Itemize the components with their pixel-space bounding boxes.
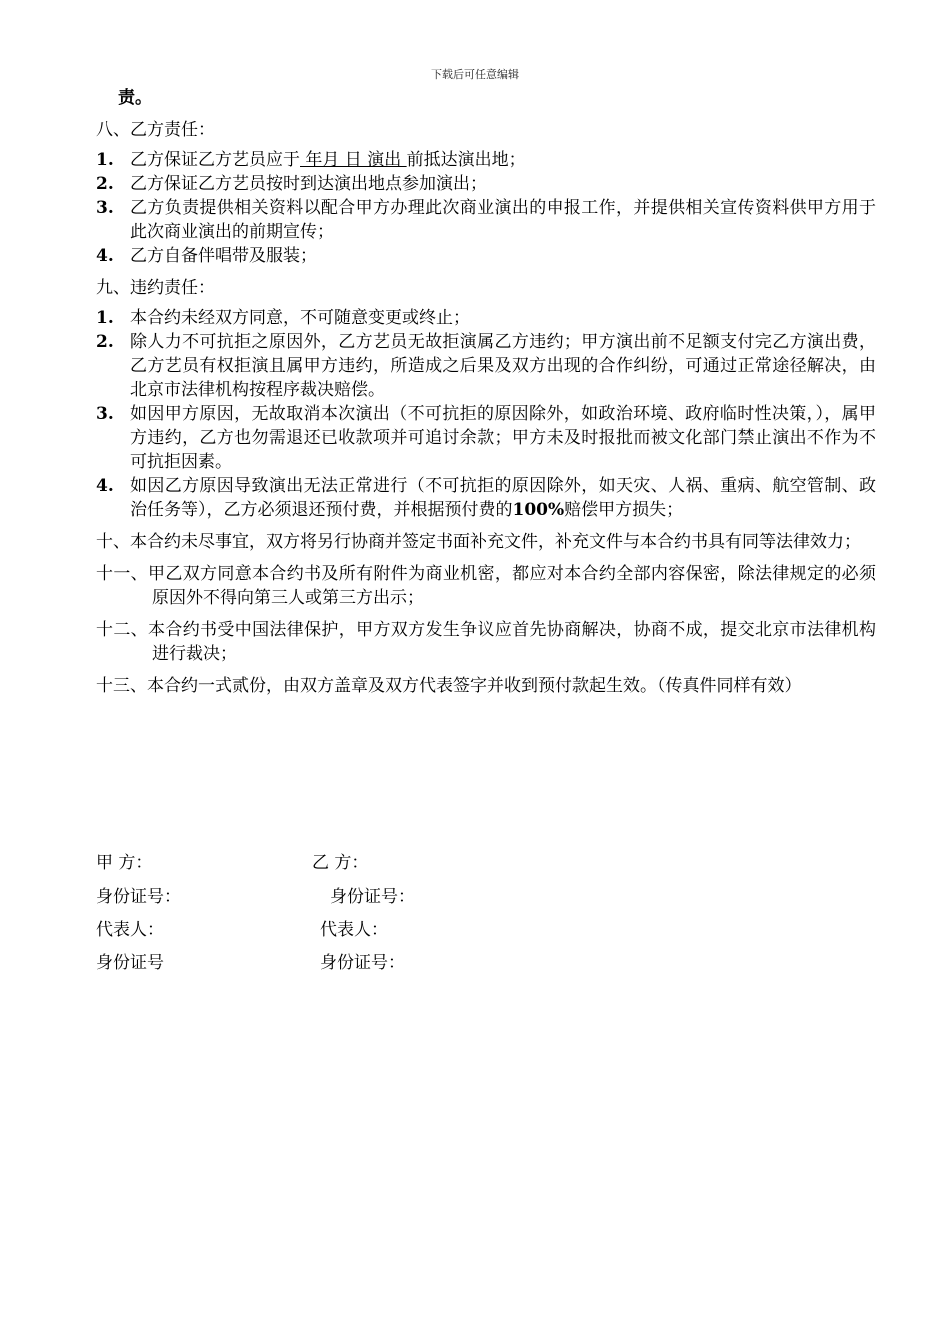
item-text: 本合约未经双方同意，不可随意变更或终止； [130,308,470,328]
section-8-list [96,148,876,268]
percent-value: 100% [512,500,565,520]
party-b-rep-label: 代表人： [320,920,388,940]
item-text: 乙方保证乙方艺员应于 [130,150,300,170]
item-number: 2. [96,332,114,352]
item-number: 1. [96,308,114,328]
section-8-title: 八、乙方责任： [96,120,215,140]
item-number: 4. [96,246,114,266]
contract-body [96,86,876,698]
item-number: 3. [96,198,114,218]
list-item [96,330,876,402]
party-b-id-label: 身份证号： [330,887,415,907]
list-item [96,172,876,196]
item-number: 3. [96,404,114,424]
item-text: 前抵达演出地； [406,150,526,170]
item-number: 2. [96,174,114,194]
clause-13: 十三、本合约一式贰份，由双方盖章及双方代表签字并收到预付款起生效。（传真件同样有效） [96,676,802,696]
list-item [96,196,876,244]
section-9-title: 九、违约责任： [96,278,215,298]
section-8 [96,118,876,268]
list-item [96,148,876,172]
item-text: 赔偿甲方损失； [564,500,684,520]
party-a-id-label: 身份证号： [96,887,181,907]
list-item [96,306,876,330]
clause-11: 十一、甲乙双方同意本合约书及所有附件为商业机密，都应对本合约全部内容保密，除法律规定的必须原因外不得向第三人或第三方出示； [96,564,876,608]
list-item [96,474,876,522]
top-line: 责。 [118,88,152,108]
item-number: 4. [96,476,114,496]
item-text: 乙方保证乙方艺员按时到达演出地点参加演出； [130,174,487,194]
party-a-label: 甲 方： [96,853,153,873]
item-text: 如因甲方原因，无故取消本次演出（不可抗拒的原因除外，如政治环境、政府临时性决策，），属甲方违约，乙方也勿需退还已收款项并可追讨余款；甲方未及时报批而被文化部门禁止演出不作为不可抗拒因素。 [130,404,876,472]
list-item [96,244,876,268]
item-number: 1. [96,150,114,170]
clause-10: 十、本合约未尽事宜，双方将另行协商并签定书面补充文件，补充文件与本合约书具有同等法律效力； [96,532,861,552]
party-b-label: 乙 方： [312,853,369,873]
item-text: 除人力不可抗拒之原因外，乙方艺员无故拒演属乙方违约；甲方演出前不足额支付完乙方演出费，乙方艺员有权拒演且属甲方违约，所造成之后果及双方出现的合作纠纷，可通过正常途径解决，由北京市法律机构按程序裁决赔偿。 [130,332,876,400]
party-a-rep-label: 代表人： [96,920,164,940]
item-text: 乙方负责提供相关资料以配合甲方办理此次商业演出的申报工作，并提供相关宣传资料供甲方用于此次商业演出的前期宣传； [130,198,876,242]
page-header: 下载后可任意编辑 [431,68,519,81]
item-text: 如因乙方原因导致演出无法正常进行（不可抗拒的原因除外，如天灾、人祸、重病、航空管制、政治任务等），乙方必须退还预付费，并根据预付费的 [130,476,876,520]
item-text: 乙方自备伴唱带及服装； [130,246,317,266]
section-9 [96,276,876,522]
party-b-rep-id-label: 身份证号： [320,953,405,973]
party-a-rep-id-label: 身份证号 [96,953,164,973]
date-blank: 年月 日 演出 [300,150,407,170]
clause-12: 十二、本合约书受中国法律保护，甲方双方发生争议应首先协商解决，协商不成，提交北京市法律机构进行裁决； [96,620,876,664]
section-9-list [96,306,876,522]
list-item [96,402,876,474]
